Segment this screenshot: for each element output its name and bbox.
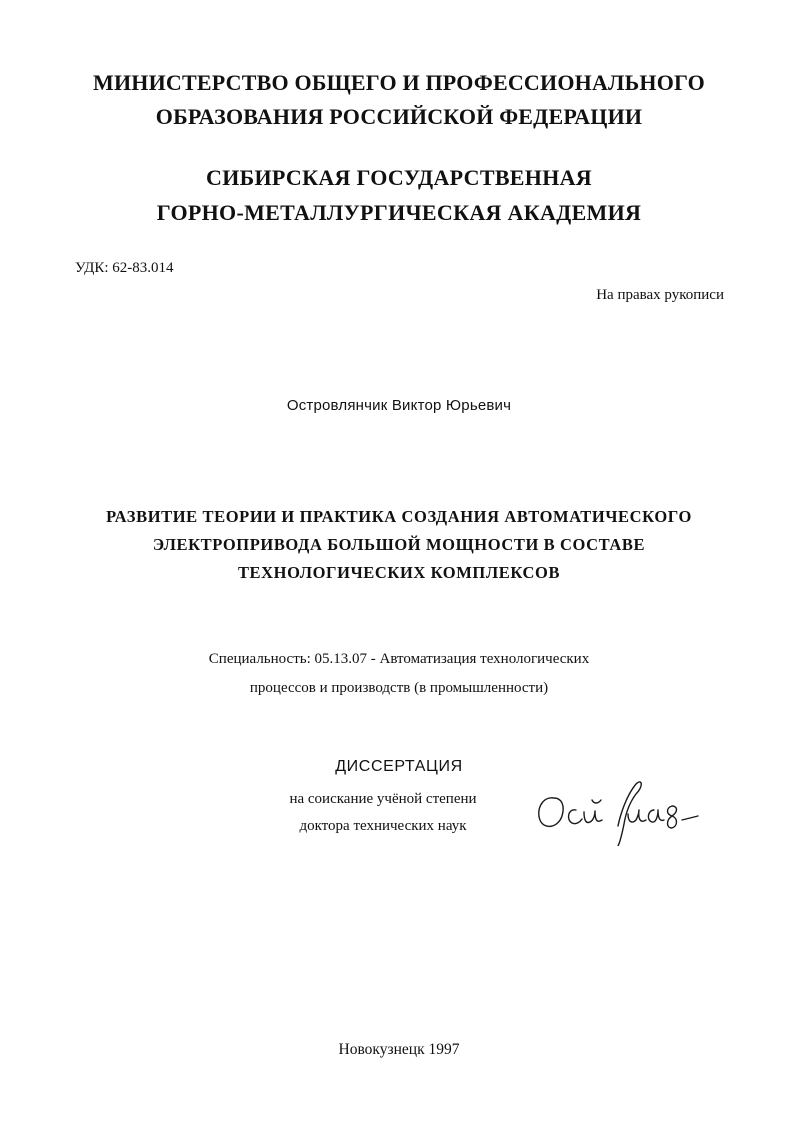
degree-statement: [254, 786, 512, 840]
signature-stroke-u: [584, 811, 602, 823]
signature-stroke-o: [539, 798, 563, 827]
academy-heading: [0, 160, 798, 230]
signature-stroke-c: [569, 810, 582, 824]
title-line-3: ТЕХНОЛОГИЧЕСКИХ КОМПЛЕКСОВ: [237, 563, 561, 582]
signature-stroke-dash: [682, 816, 698, 820]
academy-line-2: ГОРНО-МЕТАЛЛУРГИЧЕСКАЯ АКАДЕМИЯ: [156, 200, 642, 225]
academy-line-1: СИБИРСКАЯ ГОСУДАРСТВЕННАЯ: [206, 165, 592, 190]
signature-stroke-breve: [592, 800, 601, 803]
udk-code: УДК: 62-83.014: [75, 260, 174, 276]
degree-line-1: на соискание учёной степени: [289, 791, 477, 807]
degree-line-2: доктора технических наук: [299, 818, 467, 834]
city-year: Новокузнецк 1997: [338, 1041, 460, 1058]
specialty: [0, 645, 798, 703]
title-line-1: РАЗВИТИЕ ТЕОРИИ И ПРАКТИКА СОЗДАНИЯ АВТОМАТИЧЕСКОГО: [106, 507, 692, 526]
dissertation-heading: ДИССЕРТАЦИЯ: [335, 758, 463, 775]
title-line-2: ЭЛЕКТРОПРИВОДА БОЛЬШОЙ МОЩНОСТИ В СОСТАВЕ: [152, 535, 646, 554]
handwritten-signature: [532, 776, 704, 846]
ministry-line-2: ОБРАЗОВАНИЯ РОССИЙСКОЙ ФЕДЕРАЦИИ: [155, 104, 643, 129]
signature-stroke-eight: [668, 806, 677, 828]
signature-stroke-a: [648, 810, 664, 822]
specialty-line-1: Специальность: 05.13.07 - Автоматизация технологических: [208, 651, 590, 667]
ministry-line-1: МИНИСТЕРСТВО ОБЩЕГО И ПРОФЕССИОНАЛЬНОГО: [93, 70, 705, 95]
author-name: Островлянчик Виктор Юрьевич: [286, 397, 512, 414]
dissertation-title: [0, 503, 798, 587]
signature-stroke-ua: [628, 810, 646, 822]
rights-note: На правах рукописи: [596, 287, 724, 303]
ministry-heading: [0, 66, 798, 134]
specialty-line-2: процессов и производств (в промышленности): [249, 680, 549, 696]
